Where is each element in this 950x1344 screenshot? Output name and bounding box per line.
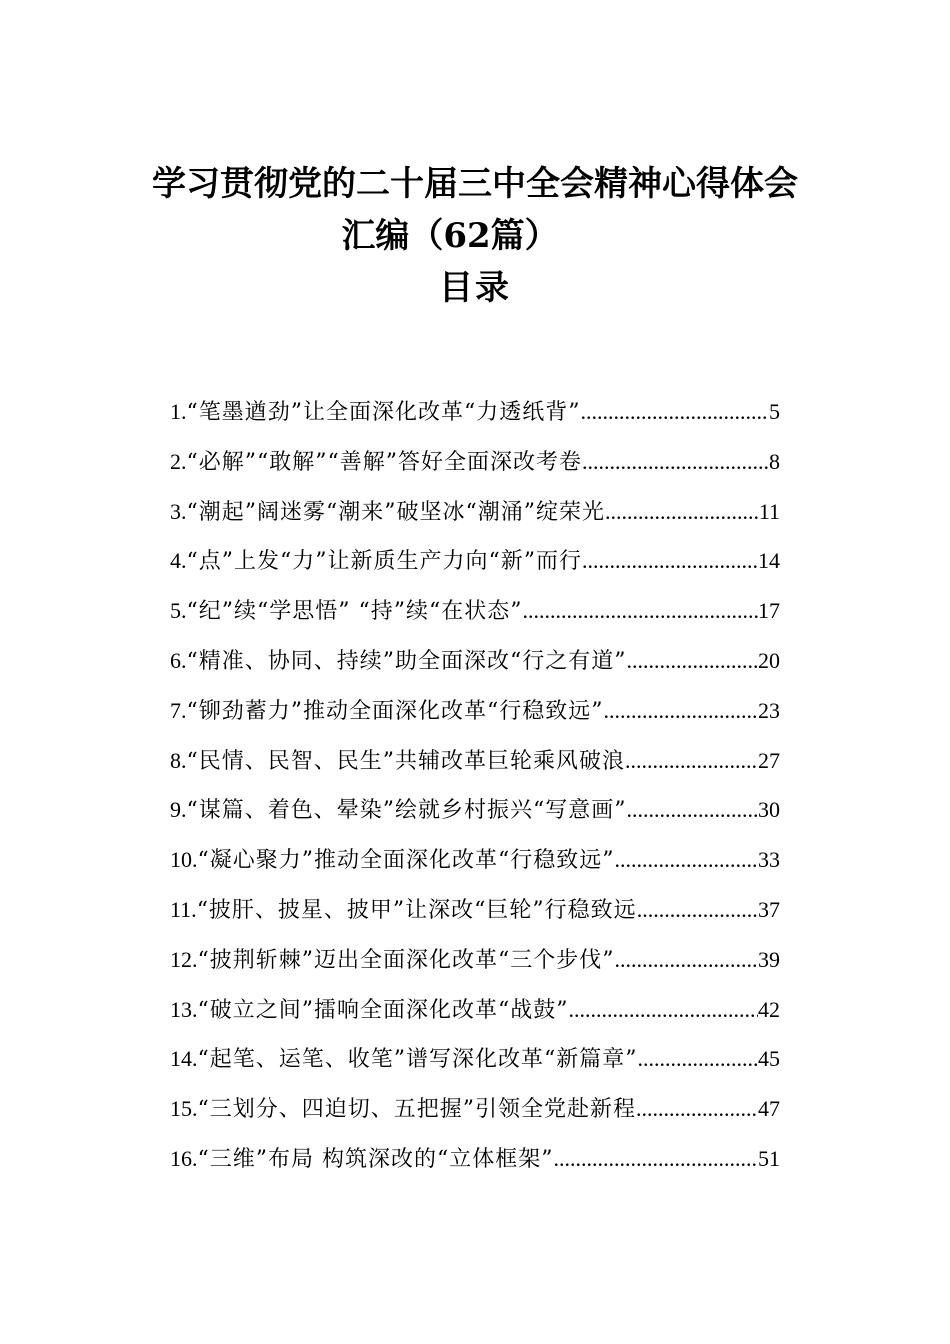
toc-entry-page: 5 [769,399,780,424]
toc-entry-page: 8 [769,448,780,474]
toc-entry-page: 37 [758,896,780,922]
toc-entry-page: 47 [758,1096,780,1122]
toc-dot-leader [553,1134,758,1184]
toc-dot-leader [582,536,758,586]
toc-entry[interactable] [170,1084,780,1134]
toc-entry-number: 5. [170,598,187,624]
toc-dot-leader [581,387,770,437]
toc-entry-title: “必解”“敢解”“善解”答好全面深改考卷 [186,449,582,475]
toc-entry-title: “起笔、运笔、收笔”谱写深化改革“新篇章” [197,1047,638,1073]
toc-entry-number: 9. [170,797,187,823]
toc-entry-page: 51 [758,1145,780,1171]
toc-entry-title: “三划分、四迫切、五把握”引领全党赴新程 [197,1097,636,1123]
toc-dot-leader [615,835,759,885]
toc-entry[interactable] [170,1134,780,1184]
toc-entry[interactable] [170,437,780,487]
toc-entry-number: 4. [170,548,187,574]
toc-entry-page: 27 [758,747,780,773]
toc-entry-number: 1. [170,399,187,424]
document-subtitle: 汇编（62篇） [341,216,559,256]
toc-entry-title: “破立之间”擂响全面深化改革“战鼓” [197,997,569,1023]
toc-dot-leader [627,785,759,835]
table-of-contents [170,387,780,1184]
toc-entry[interactable] [170,835,780,885]
toc-entry-page: 20 [758,647,780,673]
toc-entry-number: 15. [170,1096,198,1122]
toc-entry-number: 8. [170,747,187,773]
toc-entry[interactable] [170,387,780,437]
toc-entry-title: “精准、协同、持续”助全面深改“行之有道” [186,648,627,674]
toc-entry[interactable] [170,885,780,935]
toc-entry-number: 7. [170,697,187,723]
toc-entry-title: “铆劲蓄力”推动全面深化改革“行稳致远” [186,698,604,724]
toc-entry[interactable] [170,935,780,985]
toc-entry-page: 33 [758,847,780,873]
toc-entry-title: “点”上发“力”让新质生产力向“新”而行 [186,549,582,575]
toc-entry-title: “披荆斩棘”迈出全面深化改革“三个步伐” [197,947,615,973]
toc-entry-page: 11 [758,498,780,524]
toc-dot-leader [522,586,758,636]
toc-entry-page: 39 [758,946,780,972]
toc-entry[interactable] [170,636,780,686]
toc-entry-number: 14. [170,1046,198,1072]
toc-entry-title: “笔墨遒劲”让全面深化改革“力透纸背” [186,400,581,425]
toc-dot-leader [605,487,759,537]
toc-entry-number: 10. [170,847,198,873]
toc-dot-leader [569,985,759,1035]
toc-entry-number: 12. [170,946,198,972]
toc-entry[interactable] [170,985,780,1035]
toc-dot-leader [638,1034,759,1084]
toc-entry-number: 6. [170,647,187,673]
toc-entry-number: 13. [170,996,198,1022]
toc-dot-leader [625,736,758,786]
toc-entry-number: 11. [170,896,197,922]
toc-entry-title: “民情、民智、民生”共辅改革巨轮乘风破浪 [186,748,625,774]
toc-entry-title: “披肝、披星、披甲”让深改“巨轮”行稳致远 [196,897,637,923]
toc-entry-page: 45 [758,1046,780,1072]
toc-entry[interactable] [170,1034,780,1084]
toc-entry-page: 14 [758,548,780,574]
toc-dot-leader [615,935,759,985]
toc-dot-leader [636,1084,758,1134]
toc-entry-number: 3. [170,498,187,524]
document-title: 学习贯彻党的二十届三中全会精神心得体会 [152,164,798,204]
toc-entry-page: 30 [758,797,780,823]
toc-entry-title: “三维”布局 构筑深改的“立体框架” [197,1146,554,1172]
toc-entry[interactable] [170,736,780,786]
toc-entry[interactable] [170,785,780,835]
toc-entry-title: “凝心聚力”推动全面深化改革“行稳致远” [197,848,615,874]
toc-entry-page: 42 [758,996,780,1022]
toc-entry[interactable] [170,586,780,636]
title-block [0,158,950,314]
toc-entry-number: 2. [170,448,187,474]
toc-entry-title: “谋篇、着色、晕染”绘就乡村振兴“写意画” [186,798,627,824]
toc-entry-page: 23 [758,697,780,723]
toc-entry-number: 16. [170,1145,198,1171]
toc-entry-title: “潮起”阔迷雾“潮来”破坚冰“潮涌”绽荣光 [186,499,605,525]
toc-entry[interactable] [170,536,780,586]
toc-entry[interactable] [170,686,780,736]
toc-dot-leader [627,636,759,686]
toc-entry-title: “纪”续“学思悟” “持”续“在状态” [186,599,523,625]
toc-dot-leader [604,686,759,736]
toc-dot-leader [637,885,758,935]
toc-entry-page: 17 [758,598,780,624]
toc-heading: 目录 [439,268,511,308]
toc-dot-leader [582,437,769,487]
toc-entry[interactable] [170,487,780,537]
